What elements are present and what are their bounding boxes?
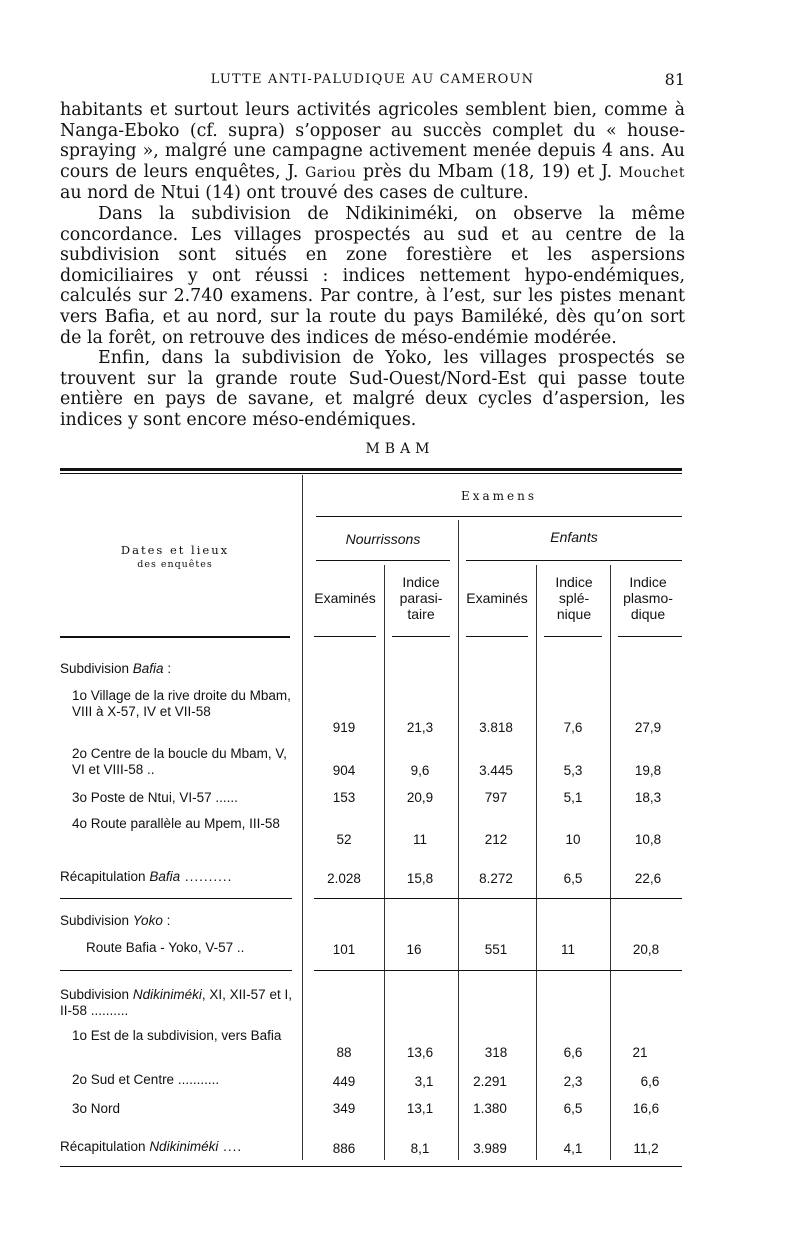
- cell-indice-splenique: 5,1: [563, 790, 583, 805]
- nourrissons-underline: [316, 560, 450, 561]
- table-row-label: 2o Sud et Centre ...........: [72, 1072, 220, 1087]
- recap-indice-parasitaire: 8,1: [410, 1141, 430, 1156]
- body-text: [60, 100, 685, 431]
- table-bottom-rule: [60, 1166, 682, 1167]
- paragraph-1-part-b: près du Mbam (18, 19) et J.: [356, 161, 619, 182]
- table-row-label: 1o Est de la subdivision, vers Bafia: [72, 1028, 282, 1043]
- cell-indice-splenique: 5,3: [563, 763, 583, 778]
- header-indice-parasitaire-line3: taire: [407, 606, 435, 622]
- recap-name: Ndikiniméki: [149, 1139, 219, 1154]
- header-bottom-rule-col4: [544, 636, 602, 637]
- recap-enfants-examines: 8.272: [479, 871, 513, 886]
- page-number: 81: [664, 70, 685, 89]
- cell-enfants-examines: 3.818: [479, 720, 513, 735]
- header-indice-plasmodique: [612, 574, 684, 622]
- cell-indice-splenique: 10: [565, 832, 581, 847]
- section-heading: [60, 661, 292, 677]
- section-rule-bafia-data: [314, 898, 682, 899]
- table-row-label: 1o Village de la rive droite du Mbam, VIII à X-57, IV et VII-58: [72, 688, 291, 719]
- cell-indice-parasitaire: 16: [406, 942, 422, 957]
- recap-name: Bafia: [149, 869, 181, 884]
- recap-enfants-examines: 3.989: [473, 1141, 507, 1156]
- recap-prefix: Récapitulation: [60, 1139, 150, 1154]
- paragraph-1-part-a: habitants et surtout leurs activités agricoles semblent bien, comme à Nanga-Eboko (cf. supra) s’opposer au succès complet du « house-spraying », malgré une campagne activement menée depuis 4 ans. Au cours de leurs enquêtes, J.: [60, 100, 685, 182]
- cell-indice-parasitaire: 11: [412, 832, 427, 847]
- table-row-label: Route Bafia - Yoko, V-57 ..: [86, 940, 245, 955]
- cell-indice-plasmodique: 10,8: [634, 832, 662, 847]
- recap-indice-parasitaire: 15,8: [406, 871, 434, 886]
- heading-name: Bafia: [132, 661, 164, 676]
- cell-indice-parasitaire: 3,1: [414, 1074, 434, 1089]
- recap-label: Récapitulation Ndikiniméki ....: [60, 1139, 243, 1154]
- recap-nourrissons-examines: 2.028: [327, 871, 361, 886]
- header-examines-2: Examinés: [466, 590, 528, 606]
- recap-indice-splenique: 6,5: [563, 871, 583, 886]
- paragraph-1-part-c: au nord de Ntui (14) ont trouvé des cases de culture.: [60, 183, 529, 204]
- cell-indice-parasitaire: 13,1: [406, 1101, 434, 1116]
- header-bottom-rule-col1: [314, 636, 376, 637]
- header-nourrissons: Nourrissons: [345, 531, 421, 547]
- header-indice-splenique-line2: splé-: [558, 590, 590, 606]
- running-head: [60, 72, 685, 94]
- header-dates-line2: des enquêtes: [137, 559, 213, 570]
- cell-enfants-examines: 318: [484, 1045, 508, 1060]
- heading-name: Yoko: [132, 913, 163, 928]
- cell-indice-splenique: 7,6: [563, 720, 583, 735]
- cell-nourrissons-examines: 449: [332, 1074, 356, 1089]
- header-indice-plasmodique-line1: Indice: [629, 574, 667, 590]
- recap-indice-plasmodique: 22,6: [634, 871, 662, 886]
- header-indice-parasitaire-line2: parasi-: [399, 590, 443, 606]
- heading-suffix: :: [162, 913, 171, 928]
- cell-indice-parasitaire: 13,6: [406, 1045, 434, 1060]
- header-enfants: Enfants: [550, 529, 598, 545]
- column-divider-labels: [302, 475, 303, 1160]
- examens-underline: [316, 516, 682, 517]
- table-row-label: 3o Poste de Ntui, VI-57 ......: [72, 790, 238, 805]
- cell-indice-splenique: 6,6: [563, 1045, 583, 1060]
- header-bottom-rule-labels: [60, 636, 290, 638]
- header-indice-plasmodique-line2: plasmo-: [623, 590, 673, 606]
- cell-nourrissons-examines: 153: [332, 790, 356, 805]
- header-indice-parasitaire: [386, 574, 456, 622]
- cell-nourrissons-examines: 349: [332, 1101, 356, 1116]
- section-heading: [60, 987, 292, 1019]
- column-divider-splenique: [610, 565, 611, 1160]
- table-row-label: 2o Centre de la boucle du Mbam, V, VI et VIII-58 ..: [72, 746, 287, 777]
- header-indice-splenique-line3: nique: [556, 606, 592, 622]
- header-examens: Examens: [460, 489, 538, 503]
- section-heading: [60, 913, 292, 929]
- table-top-rule-thin: [60, 473, 682, 474]
- heading-prefix: Subdivision: [60, 913, 133, 928]
- cell-enfants-examines: 3.445: [479, 763, 513, 778]
- table-row-label: 4o Route parallèle au Mpem, III-58: [72, 816, 280, 831]
- heading-suffix: , XI, XII-57 et I, II-58 ..........: [60, 987, 292, 1018]
- author-mouchet: Mouchet: [618, 164, 685, 181]
- cell-indice-plasmodique: 21: [632, 1045, 648, 1060]
- cell-enfants-examines: 797: [484, 790, 508, 805]
- header-bottom-rule-col2: [392, 636, 450, 637]
- cell-nourrissons-examines: 919: [332, 720, 356, 735]
- recap-indice-plasmodique: 11,2: [633, 1141, 659, 1156]
- header-indice-plasmodique-line3: dique: [630, 606, 666, 622]
- enfants-underline: [466, 560, 682, 561]
- paragraph-2: Dans la subdivision de Ndikiniméki, on observe la même concordance. Les villages prospectés au sud et au centre de la subdivision sont situés en zone forestière et les aspersions domiciliaires y ont réussi : indices nettement hypo-endémiques, calculés sur 2.740 examens. Par contre, à l’est, sur les pistes menant vers Bafia, et au nord, sur la route du pays Bamiléké, dès qu’on sort de la forêt, on retrouve des indices de méso-endémie modérée.: [60, 203, 685, 348]
- cell-enfants-examines: 2.291: [473, 1074, 507, 1089]
- cell-indice-plasmodique: 20,8: [632, 942, 660, 957]
- author-gariou: Gariou: [305, 164, 357, 181]
- column-divider-examines-1: [384, 565, 385, 1160]
- cell-enfants-examines: 1.380: [473, 1101, 507, 1116]
- cell-nourrissons-examines: 904: [332, 763, 356, 778]
- header-examines-1: Examinés: [314, 590, 376, 606]
- cell-nourrissons-examines: 88: [336, 1045, 352, 1060]
- cell-indice-plasmodique: 19,8: [634, 763, 662, 778]
- cell-indice-plasmodique: 6,6: [640, 1074, 660, 1089]
- header-dates-line1: Dates et lieux: [120, 543, 230, 557]
- table-title: MBAM: [365, 441, 435, 457]
- header-bottom-rule-col3: [466, 636, 528, 637]
- recap-label: Récapitulation Bafia ..........: [60, 869, 233, 884]
- header-bottom-rule-col5: [618, 636, 682, 637]
- recap-prefix: Récapitulation: [60, 869, 150, 884]
- recap-nourrissons-examines: 886: [332, 1141, 356, 1156]
- paragraph-3: Enfin, dans la subdivision de Yoko, les villages prospectés se trouvent sur la grande route Sud-Ouest/Nord-Est qui passe toute entière en pays de savane, et malgré deux cycles d’aspersion, les indices y sont encore méso-endémiques.: [60, 348, 685, 430]
- heading-suffix: :: [163, 661, 172, 676]
- cell-indice-parasitaire: 9,6: [410, 763, 430, 778]
- running-title: LUTTE ANTI-PALUDIQUE AU CAMEROUN: [210, 72, 535, 87]
- header-indice-splenique-line1: Indice: [555, 574, 593, 590]
- cell-indice-plasmodique: 27,9: [634, 720, 662, 735]
- cell-indice-parasitaire: 20,9: [406, 790, 434, 805]
- table-row-label: 3o Nord: [72, 1101, 121, 1116]
- cell-indice-splenique: 6,5: [563, 1101, 583, 1116]
- column-divider-examines-2: [536, 565, 537, 1160]
- header-indice-splenique: [538, 574, 610, 622]
- heading-prefix: Subdivision: [60, 987, 133, 1002]
- cell-indice-plasmodique: 18,3: [634, 790, 662, 805]
- heading-prefix: Subdivision: [60, 661, 133, 676]
- cell-enfants-examines: 551: [484, 942, 508, 957]
- section-rule-yoko-data: [314, 970, 682, 971]
- cell-indice-parasitaire: 21,3: [406, 720, 434, 735]
- table-top-rule: [60, 468, 682, 471]
- cell-enfants-examines: 212: [484, 832, 508, 847]
- paragraph-1: [60, 100, 685, 204]
- cell-nourrissons-examines: 101: [332, 942, 356, 957]
- section-rule-yoko: [60, 970, 292, 971]
- cell-indice-splenique: 2,3: [563, 1074, 583, 1089]
- heading-name: Ndikiniméki: [132, 987, 202, 1002]
- cell-indice-splenique: 11: [560, 942, 575, 957]
- section-rule-bafia: [60, 898, 292, 899]
- cell-nourrissons-examines: 52: [336, 832, 352, 847]
- recap-indice-splenique: 4,1: [563, 1141, 583, 1156]
- cell-indice-plasmodique: 16,6: [632, 1101, 660, 1116]
- header-indice-parasitaire-line1: Indice: [402, 574, 440, 590]
- column-divider-groups: [458, 520, 459, 1160]
